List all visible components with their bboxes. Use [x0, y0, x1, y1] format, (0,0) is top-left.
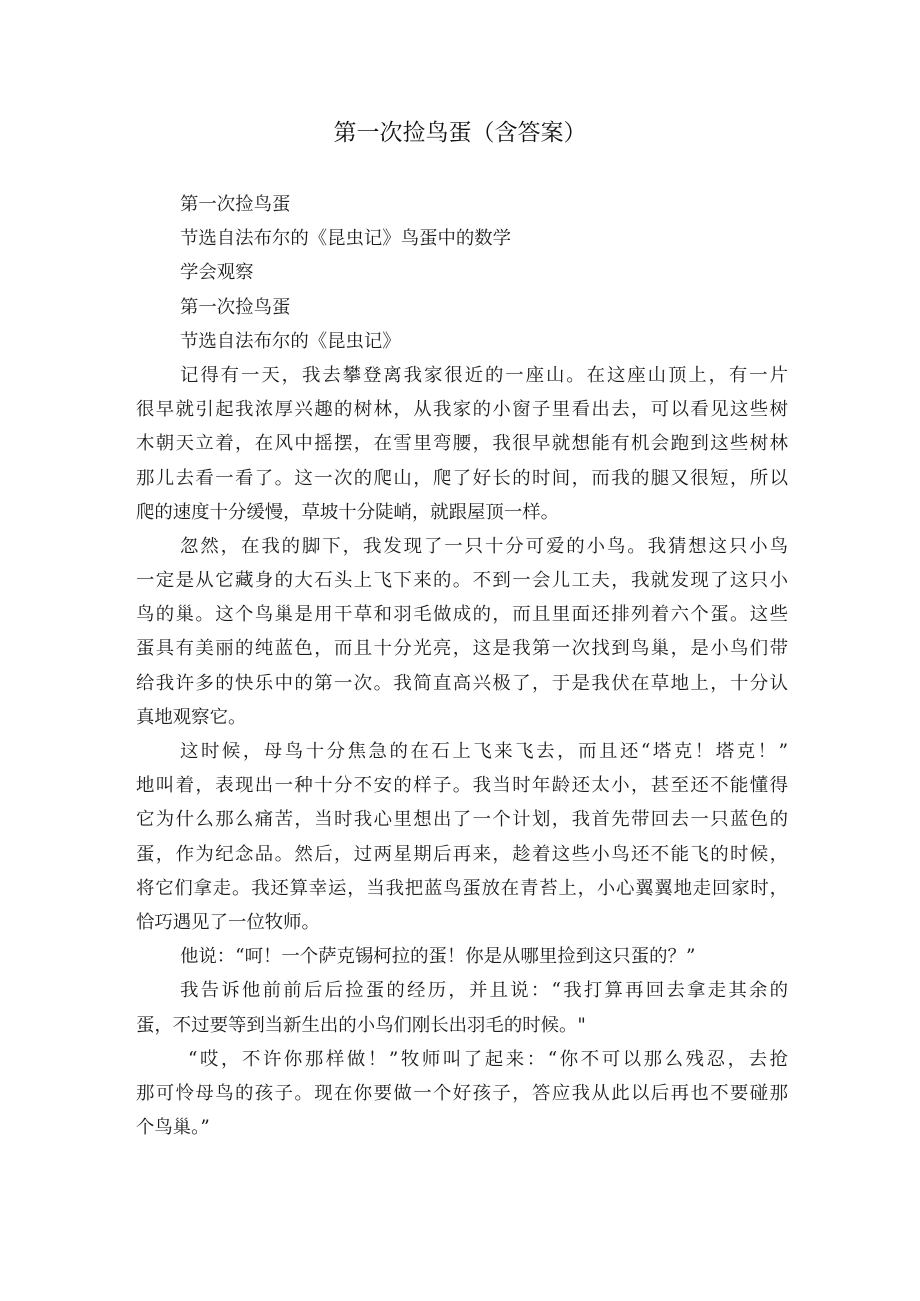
paragraph-line: 木朝天立着，在风中摇摆，在雪里弯腰，我很早就想能有机会跑到这些树林 — [136, 433, 788, 455]
paragraph-line: 蛋具有美丽的纯蓝色，而且十分光亮，这是我第一次找到鸟巢，是小鸟们带 — [136, 638, 788, 660]
paragraph-line: 这时候，母鸟十分焦急的在石上飞来飞去，而且还“塔克！塔克！” — [180, 741, 788, 762]
paragraph-line: 忽然，在我的脚下，我发现了一只十分可爱的小鸟。我猜想这只小鸟 — [180, 535, 788, 557]
paragraph-line: 他说：“呵！一个萨克锡柯拉的蛋！你是从哪里捡到这只蛋的？” — [180, 946, 696, 968]
paragraph-line: 很早就引起我浓厚兴趣的树林，从我家的小窗子里看出去，可以看见这些树 — [136, 399, 788, 421]
paragraph-line: 恰巧遇见了一位牧师。 — [136, 911, 320, 933]
paragraph-line: 一定是从它藏身的大石头上飞下来的。不到一会儿工夫，我就发现了这只小 — [136, 570, 788, 592]
heading-line: 第一次捡鸟蛋 — [180, 194, 291, 215]
heading-line: 节选自法布尔的《昆虫记》 — [180, 330, 401, 352]
paragraph-line: 它为什么那么痛苦，当时我心里想出了一个计划，我首先带回去一只蓝色的 — [136, 809, 788, 831]
paragraph-line: 蛋，不过要等到当新生出的小鸟们刚长出羽毛的时候。" — [136, 1014, 586, 1036]
paragraph-line: 个鸟巢。” — [136, 1117, 210, 1139]
paragraph-line: 鸟的巢。这个鸟巢是用干草和羽毛做成的，而且里面还排列着六个蛋。这些 — [136, 604, 788, 626]
paragraph-line: 那儿去看一看了。这一次的爬山，爬了好长的时间，而我的腿又很短，所以 — [136, 467, 788, 489]
paragraph-line: 将它们拿走。我还算幸运，当我把蓝鸟蛋放在青苔上，小心翼翼地走回家时， — [136, 877, 788, 899]
paragraph-line: “哎，不许你那样做！”牧师叫了起来：“你不可以那么残忍，去抢 — [188, 1048, 788, 1070]
paragraph-line: 记得有一天，我去攀登离我家很近的一座山。在这座山顶上，有一片 — [180, 364, 788, 386]
paragraph-line: 地叫着，表现出一种十分不安的样子。我当时年龄还太小，甚至还不能懂得 — [136, 775, 788, 797]
paragraph-line: 真地观察它。 — [136, 706, 247, 728]
document-title: 第一次捡鸟蛋（含答案） — [333, 120, 587, 146]
paragraph-line: 那可怜母鸟的孩子。现在你要做一个好孩子，答应我从此以后再也不要碰那 — [136, 1082, 788, 1104]
paragraph-line: 我告诉他前前后后捡蛋的经历，并且说：“我打算再回去拿走其余的 — [180, 980, 788, 1002]
paragraph-line: 蛋，作为纪念品。然后，过两星期后再来，趁着这些小鸟还不能飞的时候， — [136, 843, 788, 865]
paragraph-line: 爬的速度十分缓慢，草坡十分陡峭，就跟屋顶一样。 — [136, 501, 559, 523]
heading-line: 第一次捡鸟蛋 — [180, 296, 291, 318]
heading-line: 节选自法布尔的《昆虫记》鸟蛋中的数学 — [180, 228, 512, 250]
document-body — [136, 188, 788, 1145]
heading-line: 学会观察 — [180, 262, 254, 284]
paragraph-line: 给我许多的快乐中的第一次。我简直高兴极了，于是我伏在草地上，十分认 — [136, 672, 788, 694]
